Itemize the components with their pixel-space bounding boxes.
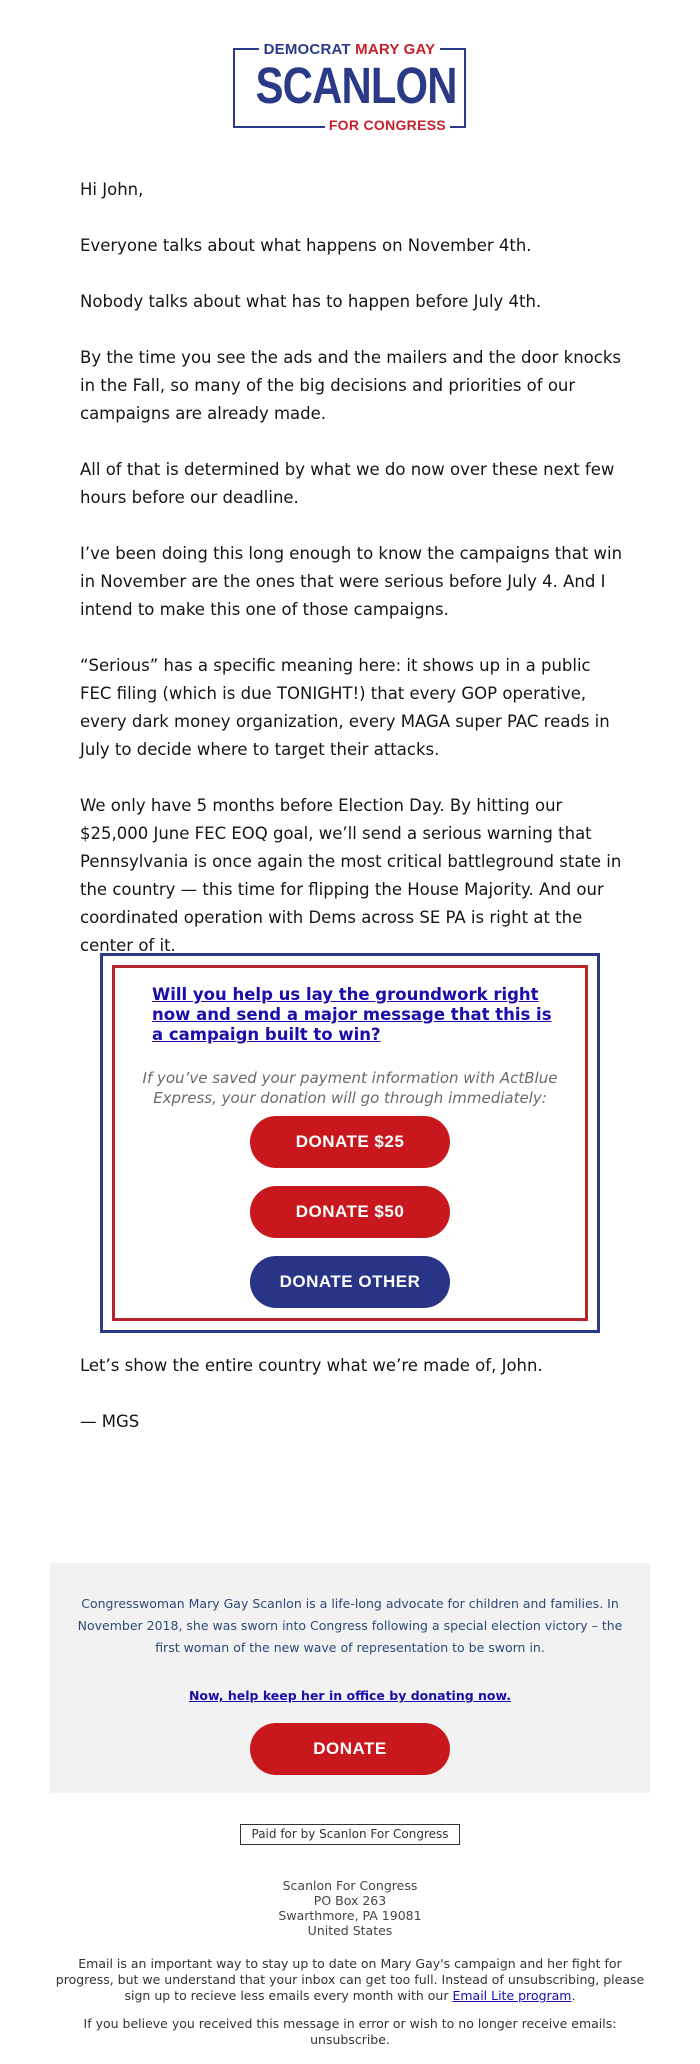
body-paragraph: We only have 5 months before Election Day. By hitting our $25,000 June FEC EOQ goal, we’ll send a serious warning that Pennsylvania is once again the most critical battleground state in the country — this time for flipping the House Majority. And our coordinated operation with Dems across SE PA is right at the center of it. [80,796,622,955]
donate-headline-link[interactable]: Will you help us lay the groundwork right now and send a major message that this is a campaign built to win? [152,985,552,1044]
email-body [80,176,625,988]
body-paragraph: All of that is determined by what we do now over these next few hours before our deadline. [80,460,615,507]
donate-box [100,953,600,1333]
signature: — MGS [80,1412,140,1431]
closing [80,1352,625,1464]
body-paragraph: “Serious” has a specific meaning here: it shows up in a public FEC filing (which is due TONIGHT!) that every GOP operative, every dark money organization, every MAGA super PAC reads in July to decide where to target their attacks. [80,656,610,759]
body-paragraph: By the time you see the ads and the mailers and the door knocks in the Fall, so many of the big decisions and priorities of our campaigns are already made. [80,348,622,423]
address-line: United States [307,1923,393,1938]
email-note-period: . [571,1988,576,2003]
footer-donate-button[interactable]: DONATE [250,1723,450,1775]
logo-for-congress: FOR CONGRESS [325,117,450,133]
donate-25-button[interactable]: DONATE $25 [250,1116,450,1168]
actblue-note: If you’ve saved your payment information with ActBlue Express, your donation will go through immediately: [142,1069,558,1107]
address-line: Swarthmore, PA 19081 [278,1908,422,1923]
email-note-text: Email is an important way to stay up to date on Mary Gay's campaign and her fight for progress, but we understand that your inbox can get too full. Instead of unsubscribing, please sign up to recieve less emails every month with our [55,1956,645,2003]
campaign-logo [233,41,466,133]
donate-50-button[interactable]: DONATE $50 [250,1186,450,1238]
body-paragraph: Nobody talks about what has to happen before July 4th. [80,292,542,311]
email-lite-note [55,1956,645,2004]
logo-bottom-line [325,117,450,135]
donate-now-link[interactable]: Now, help keep her in office by donating now. [188,1688,512,1703]
donate-other-button[interactable]: DONATE OTHER [250,1256,450,1308]
address-line: PO Box 263 [313,1893,387,1908]
address-line: Scanlon For Congress [282,1878,418,1893]
bio-text: Congresswoman Mary Gay Scanlon is a life-long advocate for children and families. In November 2018, she was sworn into Congress following a special election victory – the first woman of the new wave of representation to be sworn in. [77,1596,623,1655]
greeting: Hi John, [80,180,144,199]
email-lite-link[interactable]: Email Lite program [452,1988,572,2003]
logo-democrat: DEMOCRAT [263,41,351,58]
body-paragraph: Everyone talks about what happens on November 4th. [80,236,532,255]
unsubscribe-text[interactable]: If you believe you received this message in error or wish to no longer receive emails: unsubscribe. [83,2016,617,2047]
footer-panel [50,1563,650,1793]
paid-for-disclaimer: Paid for by Scanlon For Congress [240,1824,460,1845]
body-paragraph: I’ve been doing this long enough to know the campaigns that win in November are the ones that were serious before July 4. And I intend to make this one of those campaigns. [80,544,623,619]
logo-mary-gay: MARY GAY [355,41,436,58]
donate-box-inner [112,965,588,1321]
closing-line: Let’s show the entire country what we’re made of, John. [80,1356,543,1375]
mailing-address [0,1878,700,1938]
logo-scanlon: SCANLON [255,57,457,114]
